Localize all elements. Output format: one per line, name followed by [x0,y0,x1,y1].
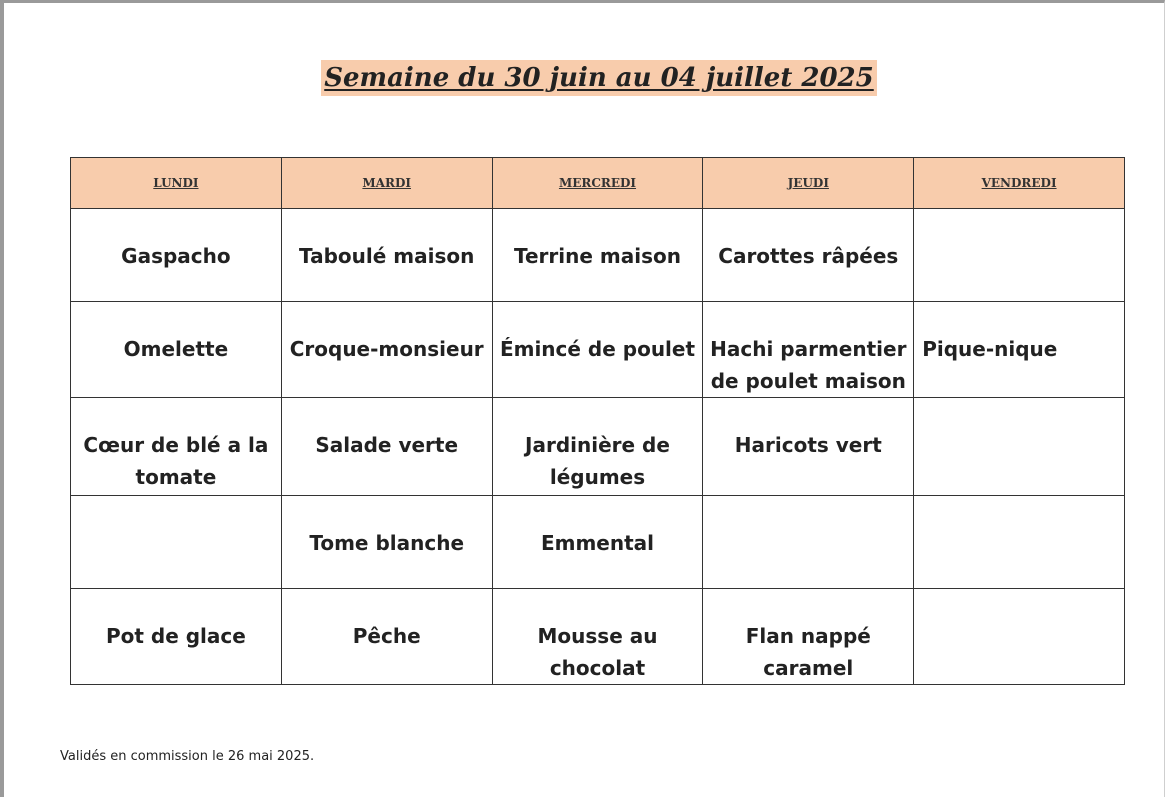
menu-cell: Gaspacho [71,209,282,302]
menu-cell: Haricots vert [703,398,914,496]
menu-cell: Hachi parmentier de poulet maison [703,302,914,398]
menu-cell: Pot de glace [71,589,282,685]
menu-cell [703,496,914,589]
day-header-jeudi: JEUDI [703,158,914,209]
menu-cell: Salade verte [281,398,492,496]
menu-row-main [71,302,1125,398]
menu-cell: Mousse au chocolat [492,589,703,685]
menu-cell: Terrine maison [492,209,703,302]
title-container [0,60,1165,96]
day-header-lundi: LUNDI [71,158,282,209]
menu-cell: Omelette [71,302,282,398]
menu-table [70,157,1125,685]
menu-cell [914,209,1125,302]
header-row [71,158,1125,209]
menu-row-side [71,398,1125,496]
validation-note: Validés en commission le 26 mai 2025. [60,749,315,764]
menu-cell: Pêche [281,589,492,685]
menu-cell [71,496,282,589]
menu-cell: Cœur de blé a la tomate [71,398,282,496]
menu-cell: Croque-monsieur [281,302,492,398]
menu-row-dairy [71,496,1125,589]
menu-cell: Carottes râpées [703,209,914,302]
menu-cell: Tome blanche [281,496,492,589]
page-title: Semaine du 30 juin au 04 juillet 2025 [321,60,877,96]
menu-cell: Flan nappé caramel [703,589,914,685]
menu-row-dessert [71,589,1125,685]
menu-cell: Émincé de poulet [492,302,703,398]
menu-cell: Pique-nique [914,302,1125,398]
menu-cell: Taboulé maison [281,209,492,302]
day-header-mardi: MARDI [281,158,492,209]
menu-cell [914,589,1125,685]
menu-cell: Jardinière de légumes [492,398,703,496]
menu-cell [914,496,1125,589]
day-header-mercredi: MERCREDI [492,158,703,209]
menu-cell [914,398,1125,496]
day-header-vendredi: VENDREDI [914,158,1125,209]
menu-cell: Emmental [492,496,703,589]
menu-row-starter [71,209,1125,302]
